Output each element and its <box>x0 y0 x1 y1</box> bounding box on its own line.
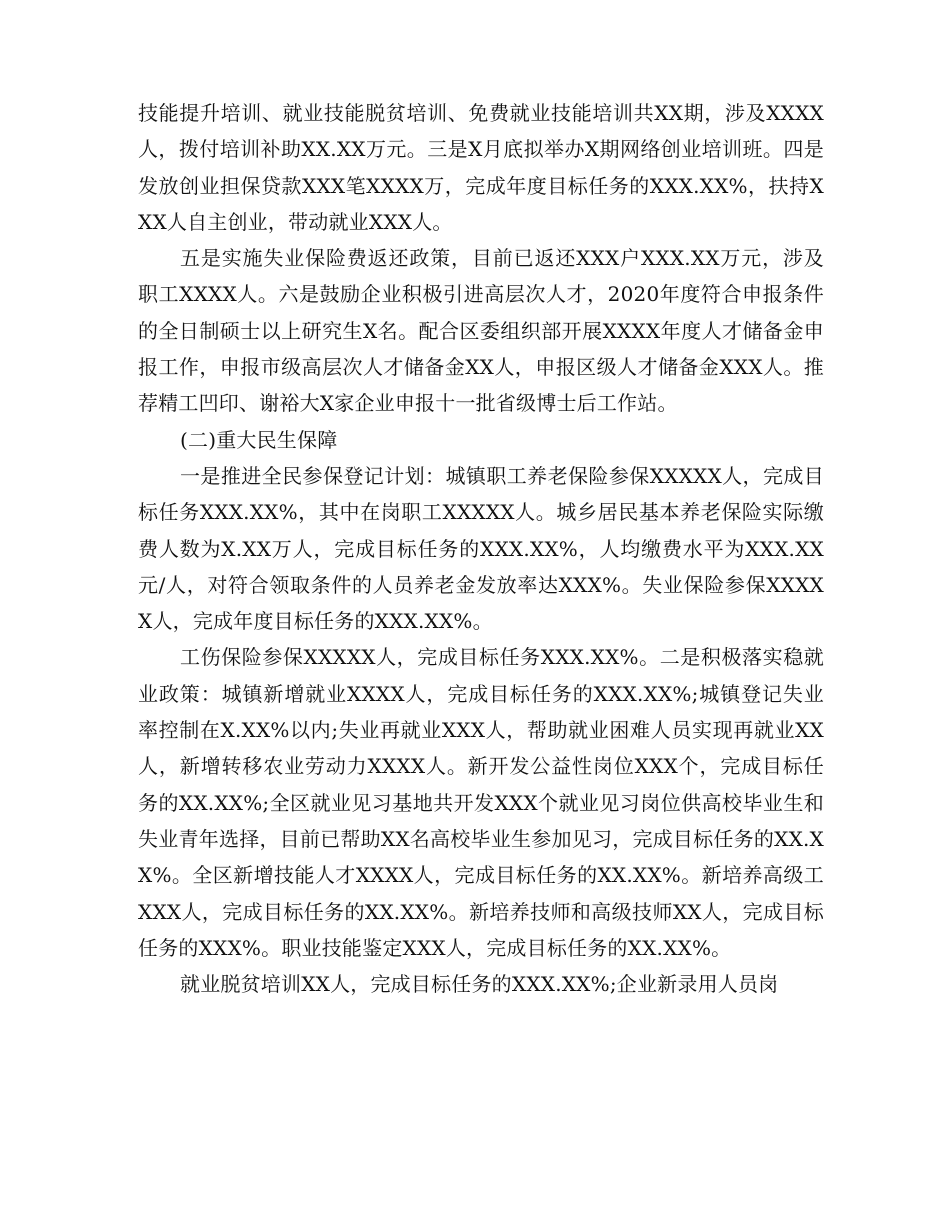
paragraph-unemployment-insurance-talent: 五是实施失业保险费返还政策，目前已返还XXX户XXX.XX万元，涉及职工XXXX人。六是鼓励企业积极引进高层次人才，2020年度符合申报条件的全日制硕士以上研究生X名。配合区委组织部开展XXXX年度人才储备金申报工作，申报市级高层次人才储备金XX人，申报区级人才储备金XXX人。推荐精工凹印、谢裕大X家企业申报十一批省级博士后工作站。 <box>138 246 824 416</box>
document-page <box>138 95 824 1002</box>
paragraph-poverty-training: 就业脱贫培训XX人，完成目标任务的XXX.XX%;企业新录用人员岗 <box>180 972 779 997</box>
paragraph-training-loans: 技能提升培训、就业技能脱贫培训、免费就业技能培训共XX期，涉及XXXX人，拨付培训补助XX.XX万元。三是X月底拟举办X期网络创业培训班。四是发放创业担保贷款XXX笔XXXX万，完成年度目标任务的XXX.XX%，扶持XXX人自主创业，带动就业XXX人。 <box>138 101 824 234</box>
paragraph-insurance-enrollment: 一是推进全民参保登记计划：城镇职工养老保险参保XXXXX人，完成目标任务XXX.XX%，其中在岗职工XXXXX人。城乡居民基本养老保险实际缴费人数为X.XX万人，完成目标任务的XXX.XX%，人均缴费水平为XXX.XX元/人，对符合领取条件的人员养老金发放率达XXX%。失业保险参保XXXXX人，完成年度目标任务的XXX.XX%。 <box>138 463 824 634</box>
section-heading-livelihood: (二)重大民生保障 <box>180 427 338 452</box>
paragraph-employment-policy: 工伤保险参保XXXXX人，完成目标任务XXX.XX%。二是积极落实稳就业政策：城镇新增就业XXXX人，完成目标任务的XXX.XX%;城镇登记失业率控制在X.XX%以内;失业再就业XXX人，帮助就业困难人员实现再就业XX人，新增转移农业劳动力XXXX人。新开发公益性岗位XXX个，完成目标任务的XX.XX%;全区就业见习基地共开发XXX个就业见习岗位供高校毕业生和失业青年选择，目前已帮助XX名高校毕业生参加见习，完成目标任务的XX.XX%。全区新增技能人才XXXX人，完成目标任务的XX.XX%。新培养高级工XXX人，完成目标任务的XX.XX%。新培养技师和高级技师XX人，完成目标任务的XXX%。职业技能鉴定XXX人，完成目标任务的XX.XX%。 <box>138 645 824 960</box>
